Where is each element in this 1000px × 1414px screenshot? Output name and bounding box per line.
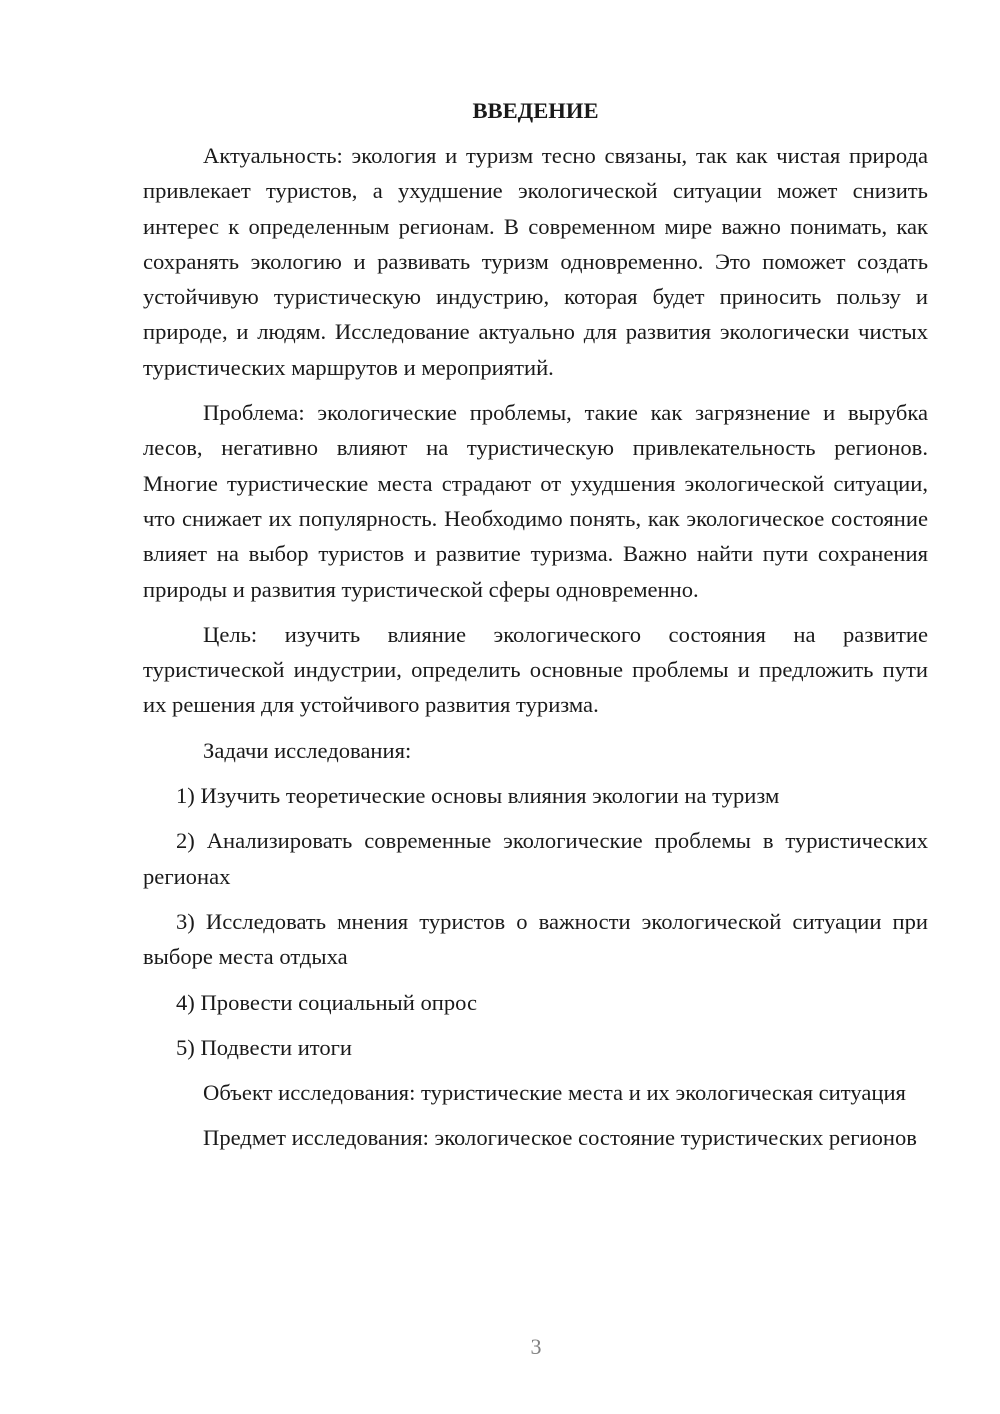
section-heading: ВВЕДЕНИЕ <box>472 98 599 123</box>
problem-paragraph: Проблема: экологические проблемы, такие как загрязнение и вырубка лесов, негативно влияют на туристическую привлекательность регионов. Многие туристические места страдают от ухудшения экологической ситуации, что снижает их популярность. Необходимо понять, как экологическое состояние влияет на выбор туристов и развитие туризма. Важно найти пути сохранения природы и развития туристической сферы одновременно. <box>143 400 928 602</box>
task-item: 5) Подвести итоги <box>176 1034 353 1060</box>
page-content <box>143 96 928 1166</box>
task-item: 4) Провести социальный опрос <box>176 989 478 1015</box>
task-item: 2) Анализировать современные экологические проблемы в туристических регионах <box>143 828 928 889</box>
task-item: 3) Исследовать мнения туристов о важности экологической ситуации при выборе места отдыха <box>143 908 928 970</box>
tasks-title: Задачи исследования: <box>203 737 412 763</box>
goal-paragraph: Цель: изучить влияние экологического состояния на развитие туристической индустрии, определить основные проблемы и предложить пути их решения для устойчивого развития туризма. <box>143 621 928 718</box>
page-number: 3 <box>530 1334 542 1359</box>
relevance-paragraph: Актуальность: экология и туризм тесно связаны, так как чистая природа привлекает туристов, а ухудшение экологической ситуации может снизить интерес к определенным регионам. В современном мире важно понимать, как сохранять экологию и развивать туризм одновременно. Это поможет создать устойчивую туристическую индустрию, которая будет приносить пользу и природе, и людям. Исследование актуально для развития экологически чистых туристических маршрутов и мероприятий. <box>143 143 928 380</box>
subject-paragraph: Предмет исследования: экологическое состояние туристических регионов <box>203 1125 917 1151</box>
object-paragraph: Объект исследования: туристические места и их экологическая ситуация <box>203 1080 906 1106</box>
task-item: 1) Изучить теоретические основы влияния экологии на туризм <box>176 783 780 809</box>
